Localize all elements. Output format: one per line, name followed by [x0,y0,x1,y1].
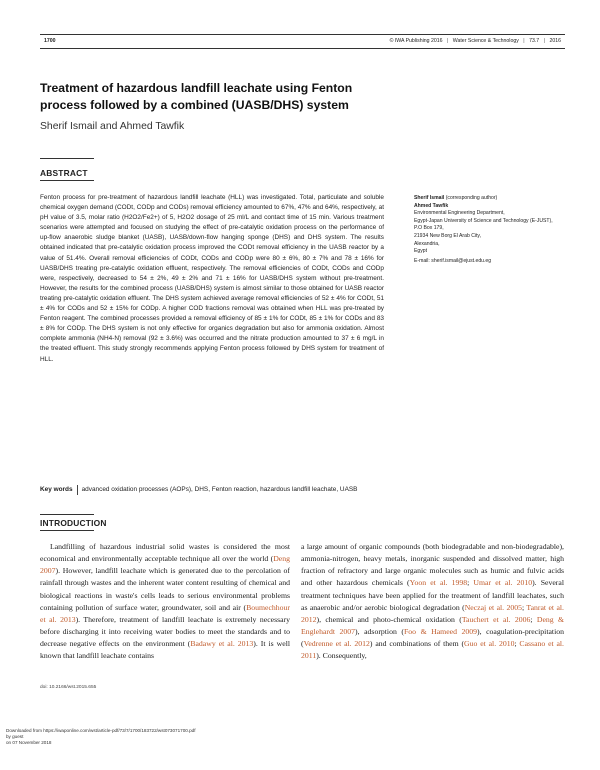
citation-link[interactable]: Deng 2007 [40,554,290,576]
body-text: ). However, landfill leachate which is generated due to the percolation of rainfall through wastes and the inherent water content resulting of chemical and biological reactions in waste's cells leads to serious environmental problems containing pollution of surface water, groundwater, soil and air ( [40,566,290,612]
body-text: ). Consequently, [316,651,367,661]
introduction-heading: INTRODUCTION [40,518,107,528]
keywords-text: advanced oxidation processes (AOPs), DHS, Fenton reaction, hazardous landfill leachate, UASB [77,485,384,495]
year: 2016 [549,38,561,44]
country: Egypt [414,248,428,255]
body-text: ). Therefore, treatment of landfill leachate is extremely necessary before discharging it into receiving water bodies to meet the standards and to decrease negative effects on the environment ( [40,614,290,649]
citation-link[interactable]: Foo & Hameed 2009 [403,627,478,637]
divider [40,514,94,515]
street: 21934 New Borg El Arab City, [414,232,482,239]
page-number: 1700 [44,38,56,44]
citation-link[interactable]: Deng & Englehardt 2007 [301,614,564,637]
body-text: ). Several treatment techniques have been applied for the treatment of landfill leachates, such as anaerobic and/or aerobic biological degradation ( [301,578,564,612]
citation-link[interactable]: Badawy et al. 2013 [190,639,254,649]
corresponding-note: (corresponding author) [445,195,498,201]
introduction-column-right [301,541,564,663]
email-label: E-mail: [414,257,430,264]
running-header [40,34,565,49]
keywords-label: Key words [40,486,73,493]
volume: 73.7 [529,38,540,44]
body-text: ; [530,614,537,624]
citation-link[interactable]: Neczaj et al. 2005 [464,602,522,612]
publisher: © IWA Publishing 2016 [389,38,443,44]
download-notice [6,728,195,747]
body-text: ) and combinations of them ( [369,639,465,649]
divider [40,530,94,531]
citation-link[interactable]: Cassano et al. 2011 [301,639,564,661]
download-line: by guest [6,734,24,740]
citation-link[interactable]: Tauchert et al. 2006 [461,614,531,624]
citation-link[interactable]: Umar et al. 2010 [473,578,533,588]
citation-link[interactable]: Tanrat et al. 2012 [301,602,564,624]
divider [40,180,94,181]
body-text: ; [522,602,527,612]
divider [40,158,94,159]
journal-name: Water Science & Technology [452,38,519,44]
body-text: Landfilling of hazardous industrial solid wastes is considered the most economical and environmentally acceptable technique all over the world ( [40,542,290,564]
body-text: ; [514,639,520,649]
abstract-heading: ABSTRACT [40,168,88,178]
body-text: ), coagulation-precipitation ( [301,627,564,649]
author-1: Sherif Ismail [414,195,445,201]
article-authors: Sherif Ismail and Ahmed Tawfik [40,121,185,132]
citation-link[interactable]: Boumechhour et al. 2013 [40,602,290,624]
body-text: ), adsorption ( [355,627,404,637]
article-title: Treatment of hazardous landfill leachate using Fenton process followed by a combined (UASB/DHS) system [40,81,353,112]
author-affiliation [414,195,564,265]
body-text: ), chemical and photo-chemical oxidation ( [316,614,462,624]
abstract-text: Fenton process for pre-treatment of hazardous landfill leachate (HLL) was investigated. Total, particulate and soluble chemical oxygen demand (CODt, CODp and CODs) removal efficiency amounted to 67%, 47% and 64%, respectively, at pH value of 3.5, molar ratio (H2O2/Fe2+) of 5, H2O2 dosage of 25 ml/L and contact time of 15 min. Various treatment scenarios were attempted and focused on studying the effect of pre-catalytic oxidation process on the performance of up-flow anaerobic sludge blanket (UASB), UASB/down-flow hanging sponge (DHS) and DHS system. The results obtained indicated that pre-catalytic oxidation process improved the CODt removal efficiency in the UASB reactor by a value of 51.4%. Overall removal efficiencies of CODt, CODs and CODp were 80 ± 6%, 80 ± 7% and 78 ± 16% for UASB/DHS treating pre-catalytic oxidation effluent, respectively. The removal efficiencies of CODt, CODs and CODp were, respectively, decreased to 54 ± 2%, 49 ± 2% and 71 ± 16% for UASB/DHS system without pre-treatment. However, the results for the combined process (UASB/DHS) system is almost similar to those obtained for UASB reactor treating pre-catalytic oxidation effluent. The DHS system achieved average removal efficiencies of 52 ± 4% for CODt, 51 ± 4% for CODs and 52 ± 15% for CODp. A higher COD fractions removal was obtained when HLL was pre-treated by Fenton reagent. The combined processes provided a removal efficiency of 85 ± 1% for CODt, 85 ± 1% for CODs and 83 ± 8% for CODp. The DHS system is not only effective for organics degradation but also for ammonia oxidation. Almost complete ammonia (NH4-N) removal (92 ± 3.6%) was occurred and the nitrate production amounted to 37 ± 6 mg/L in the treated effluent. This study strongly recommends applying Fenton process followed by DHS system for treatment of HLL. [40,194,384,363]
download-line: Downloaded from https://iwaponline.com/wst/article-pdf/73/7/1700/183722/wst073071700.pdf [6,728,196,733]
body-text: a large amount of organic compounds (both biodegradable and non-biodegradable), ammonia-nitrogen, heavy metals, inorganic suspended and dissolved matter, high fraction of refractory and large organic molecules such as humic and fulvic acids and other hazardous chemicals ( [301,542,564,588]
citation-link[interactable]: Guo et al. 2010 [464,639,515,649]
journal-info [387,35,561,48]
doi: doi: 10.2166/wst.2015.655 [40,685,97,690]
separator: | [523,38,525,44]
download-line: on 07 November 2018 [6,740,52,746]
separator: | [446,38,449,44]
university: Egypt-Japan University of Science and Technology (E-JUST), [414,217,553,224]
email-link[interactable]: sherif.ismail@ejust.edu.eg [431,257,492,264]
keywords [40,485,384,495]
city: Alexandria, [414,240,440,247]
po-box: P.O Box 179, [414,225,444,232]
introduction-column-left [40,541,290,663]
citation-link[interactable]: Vedrenne et al. 2012 [303,639,370,649]
body-text: ). It is well known that landfill leachate contains [40,639,290,661]
separator: | [543,38,545,44]
author-2: Ahmed Tawfik [414,202,449,209]
body-text: ; [467,578,474,588]
department: Environmental Engineering Department, [414,210,505,217]
citation-link[interactable]: Yoon et al. 1998 [409,578,468,588]
